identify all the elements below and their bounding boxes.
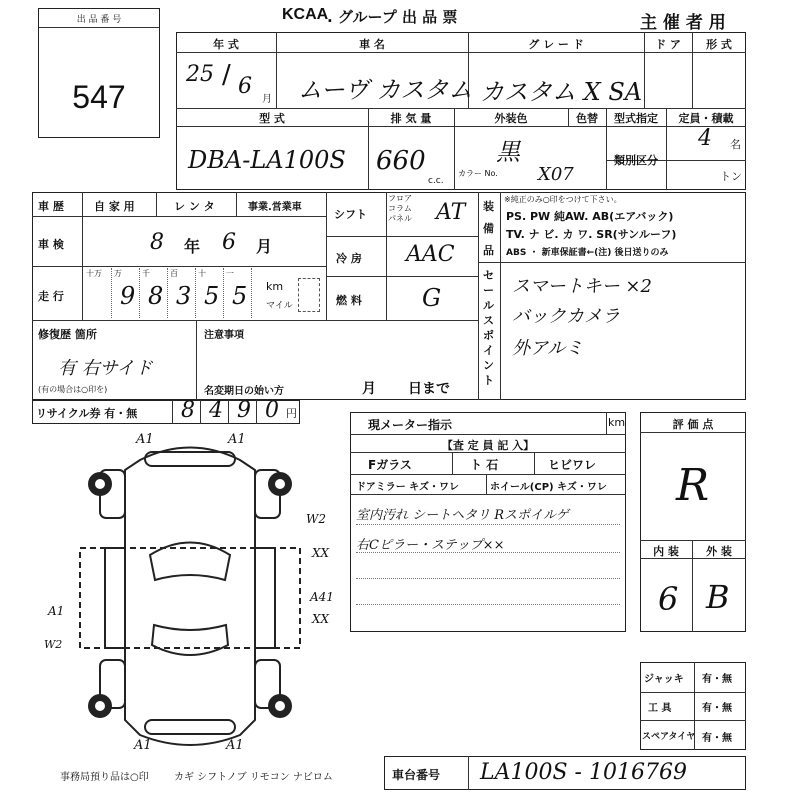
recycle-digit-cell [172,400,200,424]
jack-option[interactable]: 有・無 [702,674,732,685]
repair-label: 修復歴 箇所 [38,328,97,341]
shift-option-column[interactable]: コラム [388,204,412,213]
form-title: . グループ 出 品 票 [327,8,458,26]
recycle-digit: 4 [209,398,223,423]
exterior-label: 外 装 [706,545,732,558]
lot-number: 547 [72,79,126,115]
name-change-month: 月 [362,381,376,397]
inspection-month-unit: 月 [256,237,273,256]
recycle-digit-cell [256,400,284,424]
equipment-line1: PS. PW 純AW. AB(エアバック) [506,210,674,223]
mark-right-3: A41 [310,590,334,604]
mark-bottom-right: A1 [226,738,244,753]
equipment-note: ※純正のみ○印をつけて下さい。 [504,195,622,204]
evaluation-label: 評 価 点 [672,418,714,431]
mileage-digit-label: 一 [226,269,234,278]
mileage-digit: 5 [204,282,220,310]
car-label: 車 名 [359,38,385,51]
capacity-label: 定員・積載 [678,112,734,125]
recycle-digit: 0 [265,398,279,423]
ac-value: AAC [406,242,455,267]
inspector-title: 【査 定 員 記 入】 [441,439,535,452]
mark-bottom-left: A1 [134,738,152,753]
shift-option-floor[interactable]: フロア [388,194,412,203]
notes-label: 注意事項 [204,330,244,341]
mileage-digit-label: 十 [198,269,206,278]
chassis-number: LA100S - 1016769 [480,760,687,785]
mark-left-2: W2 [44,638,63,651]
shift-value: AT [436,200,466,225]
exterior-score: B [706,578,730,616]
model-value: DBA-LA100S [188,146,346,174]
evaluation-score: R [676,460,710,511]
equipment-line2: TV. ナ ビ. カ ワ. SR(サンルーフ) [506,228,677,241]
glass-option-1[interactable]: ト 石 [470,458,499,472]
displacement-value: 660 [376,146,426,176]
recycle-digit: 9 [237,398,251,423]
repair-value: 有 右サイド [58,358,153,379]
glass-option-2[interactable]: ヒビワレ [548,458,597,472]
chassis-label: 車台番号 [392,768,441,782]
mileage-digit-cell [196,268,224,318]
recycle-label: リサイクル券 有・無 [36,407,138,420]
month-value: 6 [238,74,252,99]
sales-point-1: スマートキー ×2 [512,276,652,297]
office-label: 事務局預り品は○印 [60,772,149,783]
jack-label: ジャッキ [644,674,684,685]
mark-top-left: A1 [136,432,154,447]
sales-point-3: 外アルミ [512,338,584,359]
recycle-unit: 円 [286,407,297,420]
shift-label: シフト [334,208,367,221]
mileage-digit: 3 [176,282,192,310]
name-change-day: 日まで [408,381,450,397]
car-name: ムーヴ カスタム [298,76,473,104]
comment-2: 右Cピラー・ステップ×× [356,538,505,553]
repair-sub: (有の場合は○印を) [38,385,108,394]
shift-option-panel[interactable]: パネル [388,214,412,223]
inspection-year: 8 [150,230,164,255]
name-change-label: 名変期日の始い方 [204,386,284,397]
spare-option[interactable]: 有・無 [702,733,732,744]
capacity-value: 4 [698,126,712,151]
mark-left-1: A1 [48,604,65,618]
mark-top-right: A1 [228,432,246,447]
mileage-digit-cell [168,268,196,318]
tools-option[interactable]: 有・無 [702,703,732,714]
interior-score: 6 [658,580,679,618]
type-designation-label: 型式指定 [614,112,658,125]
meter-label: 現メーター指示 [368,418,453,432]
shift-options [388,194,412,224]
mirror-label[interactable]: ドアミラー キズ・ワレ [356,482,459,493]
recycle-digit-cell [200,400,228,424]
mileage-digit: 8 [148,282,164,310]
host-label: 主 催 者 用 [640,13,726,33]
month-unit: 月 [262,94,272,105]
year-value: 25 [186,62,214,87]
year-label: 年 式 [213,38,239,51]
door-label: ド ア [655,38,681,51]
capacity-unit: 名 [730,138,741,151]
inspection-label: 車 検 [38,238,64,251]
mileage-label: 走 行 [38,290,64,303]
history-rental[interactable]: レ ン タ [174,200,215,213]
office-items: カギ シフトノブ リモコン ナビロム [174,772,333,783]
mark-right-2: XX [312,546,330,560]
shape-label: 形 式 [706,38,732,51]
equipment-label: 装 備 品 [483,200,494,257]
recycle-digit-cell [228,400,256,424]
ton-unit: トン [720,170,742,183]
mileage-digit-label: 百 [170,269,178,278]
interior-label: 内 装 [653,545,679,558]
color-code-value: X07 [538,164,574,185]
inspection-year-unit: 年 [184,237,201,256]
sales-point-2: バックカメラ [512,306,620,327]
displacement-label: 排 気 量 [390,112,432,125]
tools-label: 工 具 [648,703,672,714]
lot-label: 出 品 番 号 [76,15,122,25]
mileage-digit-label: 千 [142,269,150,278]
history-private[interactable]: 自 家 用 [94,200,135,213]
history-business[interactable]: 事業.営業車 [248,202,302,213]
exterior-color-value: 黒 [496,138,520,166]
mileage-digit-label: 十万 [86,269,102,278]
brand-logo: KCAA [282,6,329,23]
mileage-digit: 5 [232,282,248,310]
mileage-digit-label: 万 [114,269,122,278]
car-diagram [40,430,340,760]
exterior-color-label: 外装色 [494,112,528,125]
mileage-digit: 9 [120,282,136,310]
model-label: 型 式 [259,112,285,125]
grade-label: グ レ ー ド [528,38,584,51]
comment-1: 室内汚れ シートヘタリ Rスポイルゲ [356,508,569,523]
mileage-digit-cell [84,268,112,318]
mark-right-4: XX [312,612,330,626]
grade-value: カスタム X SA [480,78,643,106]
meter-km: km [608,416,626,429]
km-unit: km [266,280,284,293]
color-change-label: 色替 [576,112,598,125]
fuel-label: 燃 料 [336,294,362,307]
inspection-month: 6 [222,230,236,255]
glass-label: Fガラス [368,458,412,472]
sales-point-label: セールスポイント [483,269,494,387]
recycle-digit: 8 [181,398,195,423]
mile-unit: マイル [266,301,293,311]
history-label: 車 歴 [38,200,64,213]
cc-unit: c.c. [428,176,444,186]
spare-label: スペアタイヤ [642,732,696,742]
equipment-line3: ABS ・ 新車保証書←(注) 後日送りのみ [506,248,669,258]
color-code-label: カラー No. [458,169,498,178]
lot-box [38,8,160,138]
ac-label: 冷 房 [336,252,362,265]
evaluation-box [640,412,746,632]
mileage-digit-cell [112,268,140,318]
mark-right-1: W2 [306,512,326,526]
class-label: 類別区分 [614,154,658,167]
fuel-value: G [422,284,442,312]
wheel-label[interactable]: ホイール(CP) キズ・ワレ [490,482,607,493]
mileage-digit-cell [140,268,168,318]
mileage-digit-cell [224,268,252,318]
